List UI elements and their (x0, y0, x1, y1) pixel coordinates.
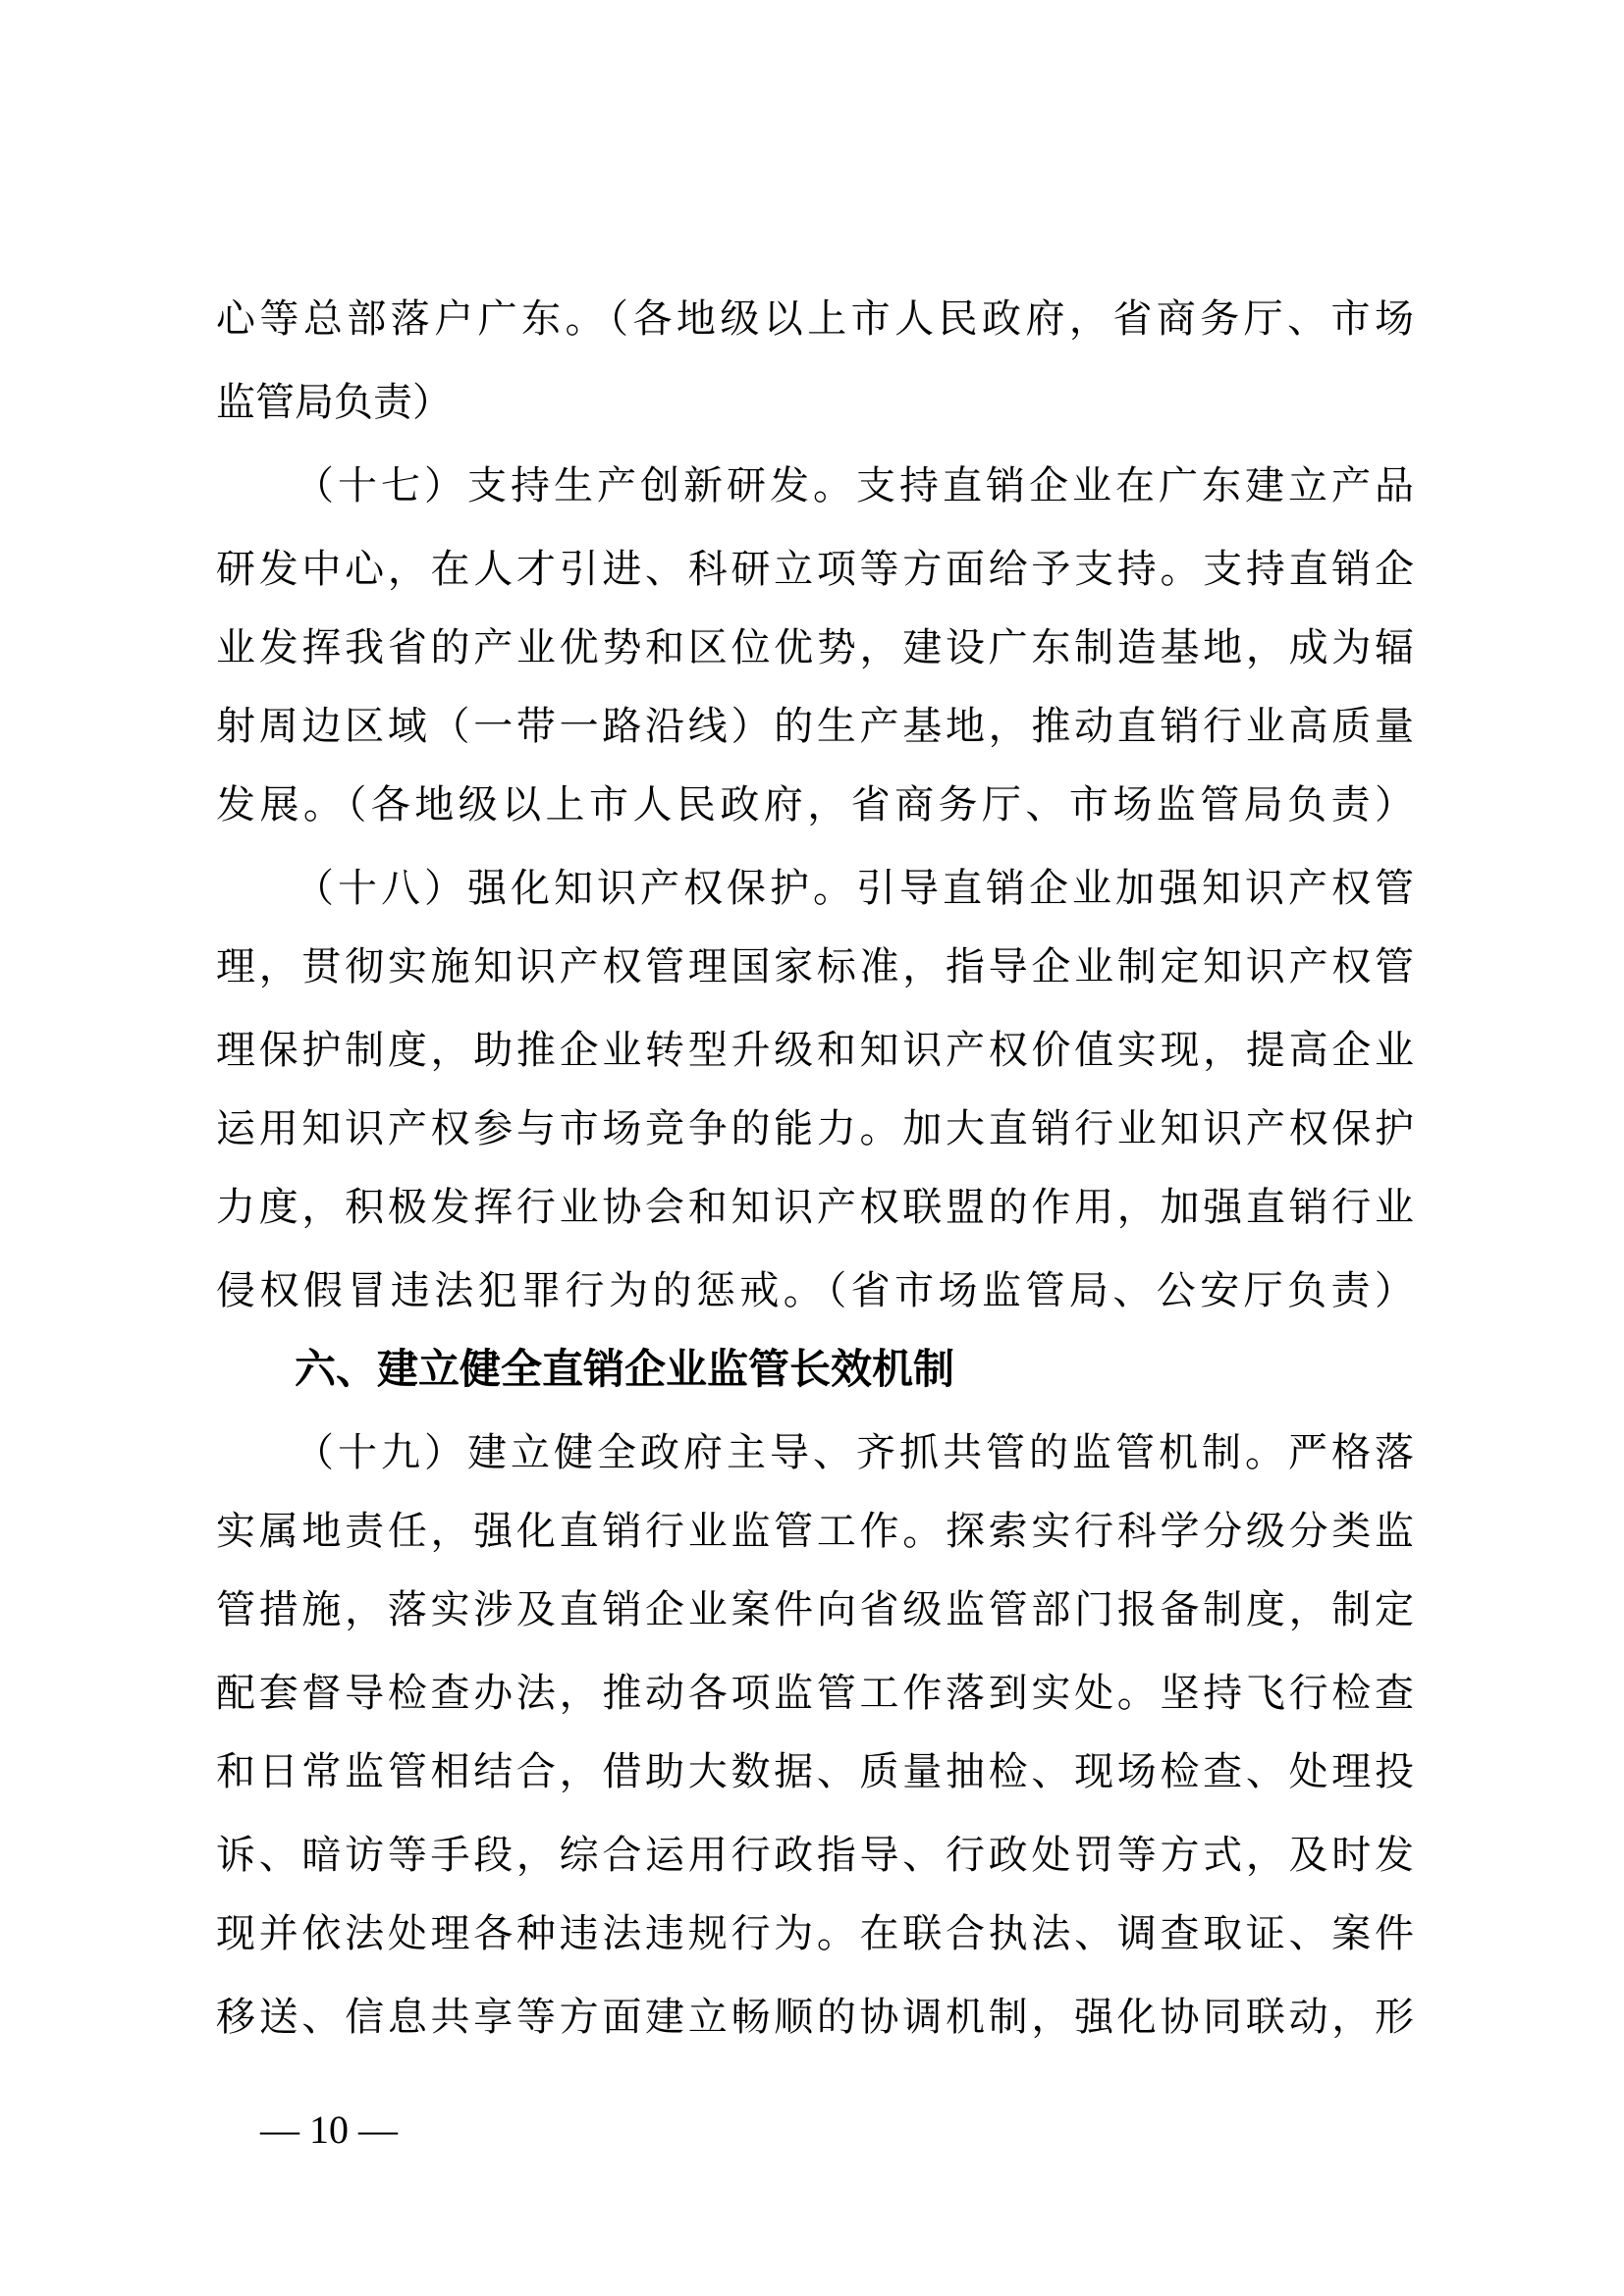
text-line: 发展。（各地级以上市人民政府，省商务厅、市场监管局负责） (216, 782, 1414, 828)
text-line: 射周边区域（一带一路沿线）的生产基地，推动直销行业高质量 (216, 704, 1414, 749)
text-line: 实属地责任，强化直销行业监管工作。探索实行科学分级分类监 (216, 1509, 1414, 1554)
paragraph-17-first-line: （十七）支持生产创新研发。支持直销企业在广东建立产品 (295, 463, 1414, 508)
text-line: 力度，积极发挥行业协会和知识产权联盟的作用，加强直销行业 (216, 1185, 1414, 1230)
text-line: 理保护制度，助推企业转型升级和知识产权价值实现，提高企业 (216, 1028, 1414, 1073)
text-line: 移送、信息共享等方面建立畅顺的协调机制，强化协同联动，形 (216, 1995, 1414, 2040)
page-number: — 10 — (260, 2108, 398, 2152)
text-line: 心等总部落户广东。（各地级以上市人民政府，省商务厅、市场 (216, 296, 1414, 342)
text-line: 现并依法处理各种违法违规行为。在联合执法、调查取证、案件 (216, 1911, 1414, 1956)
text-line: 研发中心，在人才引进、科研立项等方面给予支持。支持直销企 (216, 547, 1414, 592)
text-line: 监管局负责） (216, 380, 452, 425)
text-line: 和日常监管相结合，借助大数据、质量抽检、现场检查、处理投 (216, 1749, 1414, 1794)
text-line: 管措施，落实涉及直销企业案件向省级监管部门报备制度，制定 (216, 1587, 1414, 1632)
section-heading: 六、建立健全直销企业监管长效机制 (295, 1345, 955, 1393)
paragraph-18-first-line: （十八）强化知识产权保护。引导直销企业加强知识产权管 (295, 866, 1414, 911)
text-line: 侵权假冒违法犯罪行为的惩戒。（省市场监管局、公安厅负责） (216, 1268, 1414, 1313)
text-line: 理，贯彻实施知识产权管理国家标准，指导企业制定知识产权管 (216, 944, 1414, 989)
paragraph-19-first-line: （十九）建立健全政府主导、齐抓共管的监管机制。严格落 (295, 1430, 1414, 1475)
text-line: 运用知识产权参与市场竞争的能力。加大直销行业知识产权保护 (216, 1106, 1414, 1151)
text-line: 业发挥我省的产业优势和区位优势，建设广东制造基地，成为辐 (216, 625, 1414, 670)
text-line: 诉、暗访等手段，综合运用行政指导、行政处罚等方式，及时发 (216, 1833, 1414, 1878)
text-line: 配套督导检查办法，推动各项监管工作落到实处。坚持飞行检查 (216, 1671, 1414, 1716)
